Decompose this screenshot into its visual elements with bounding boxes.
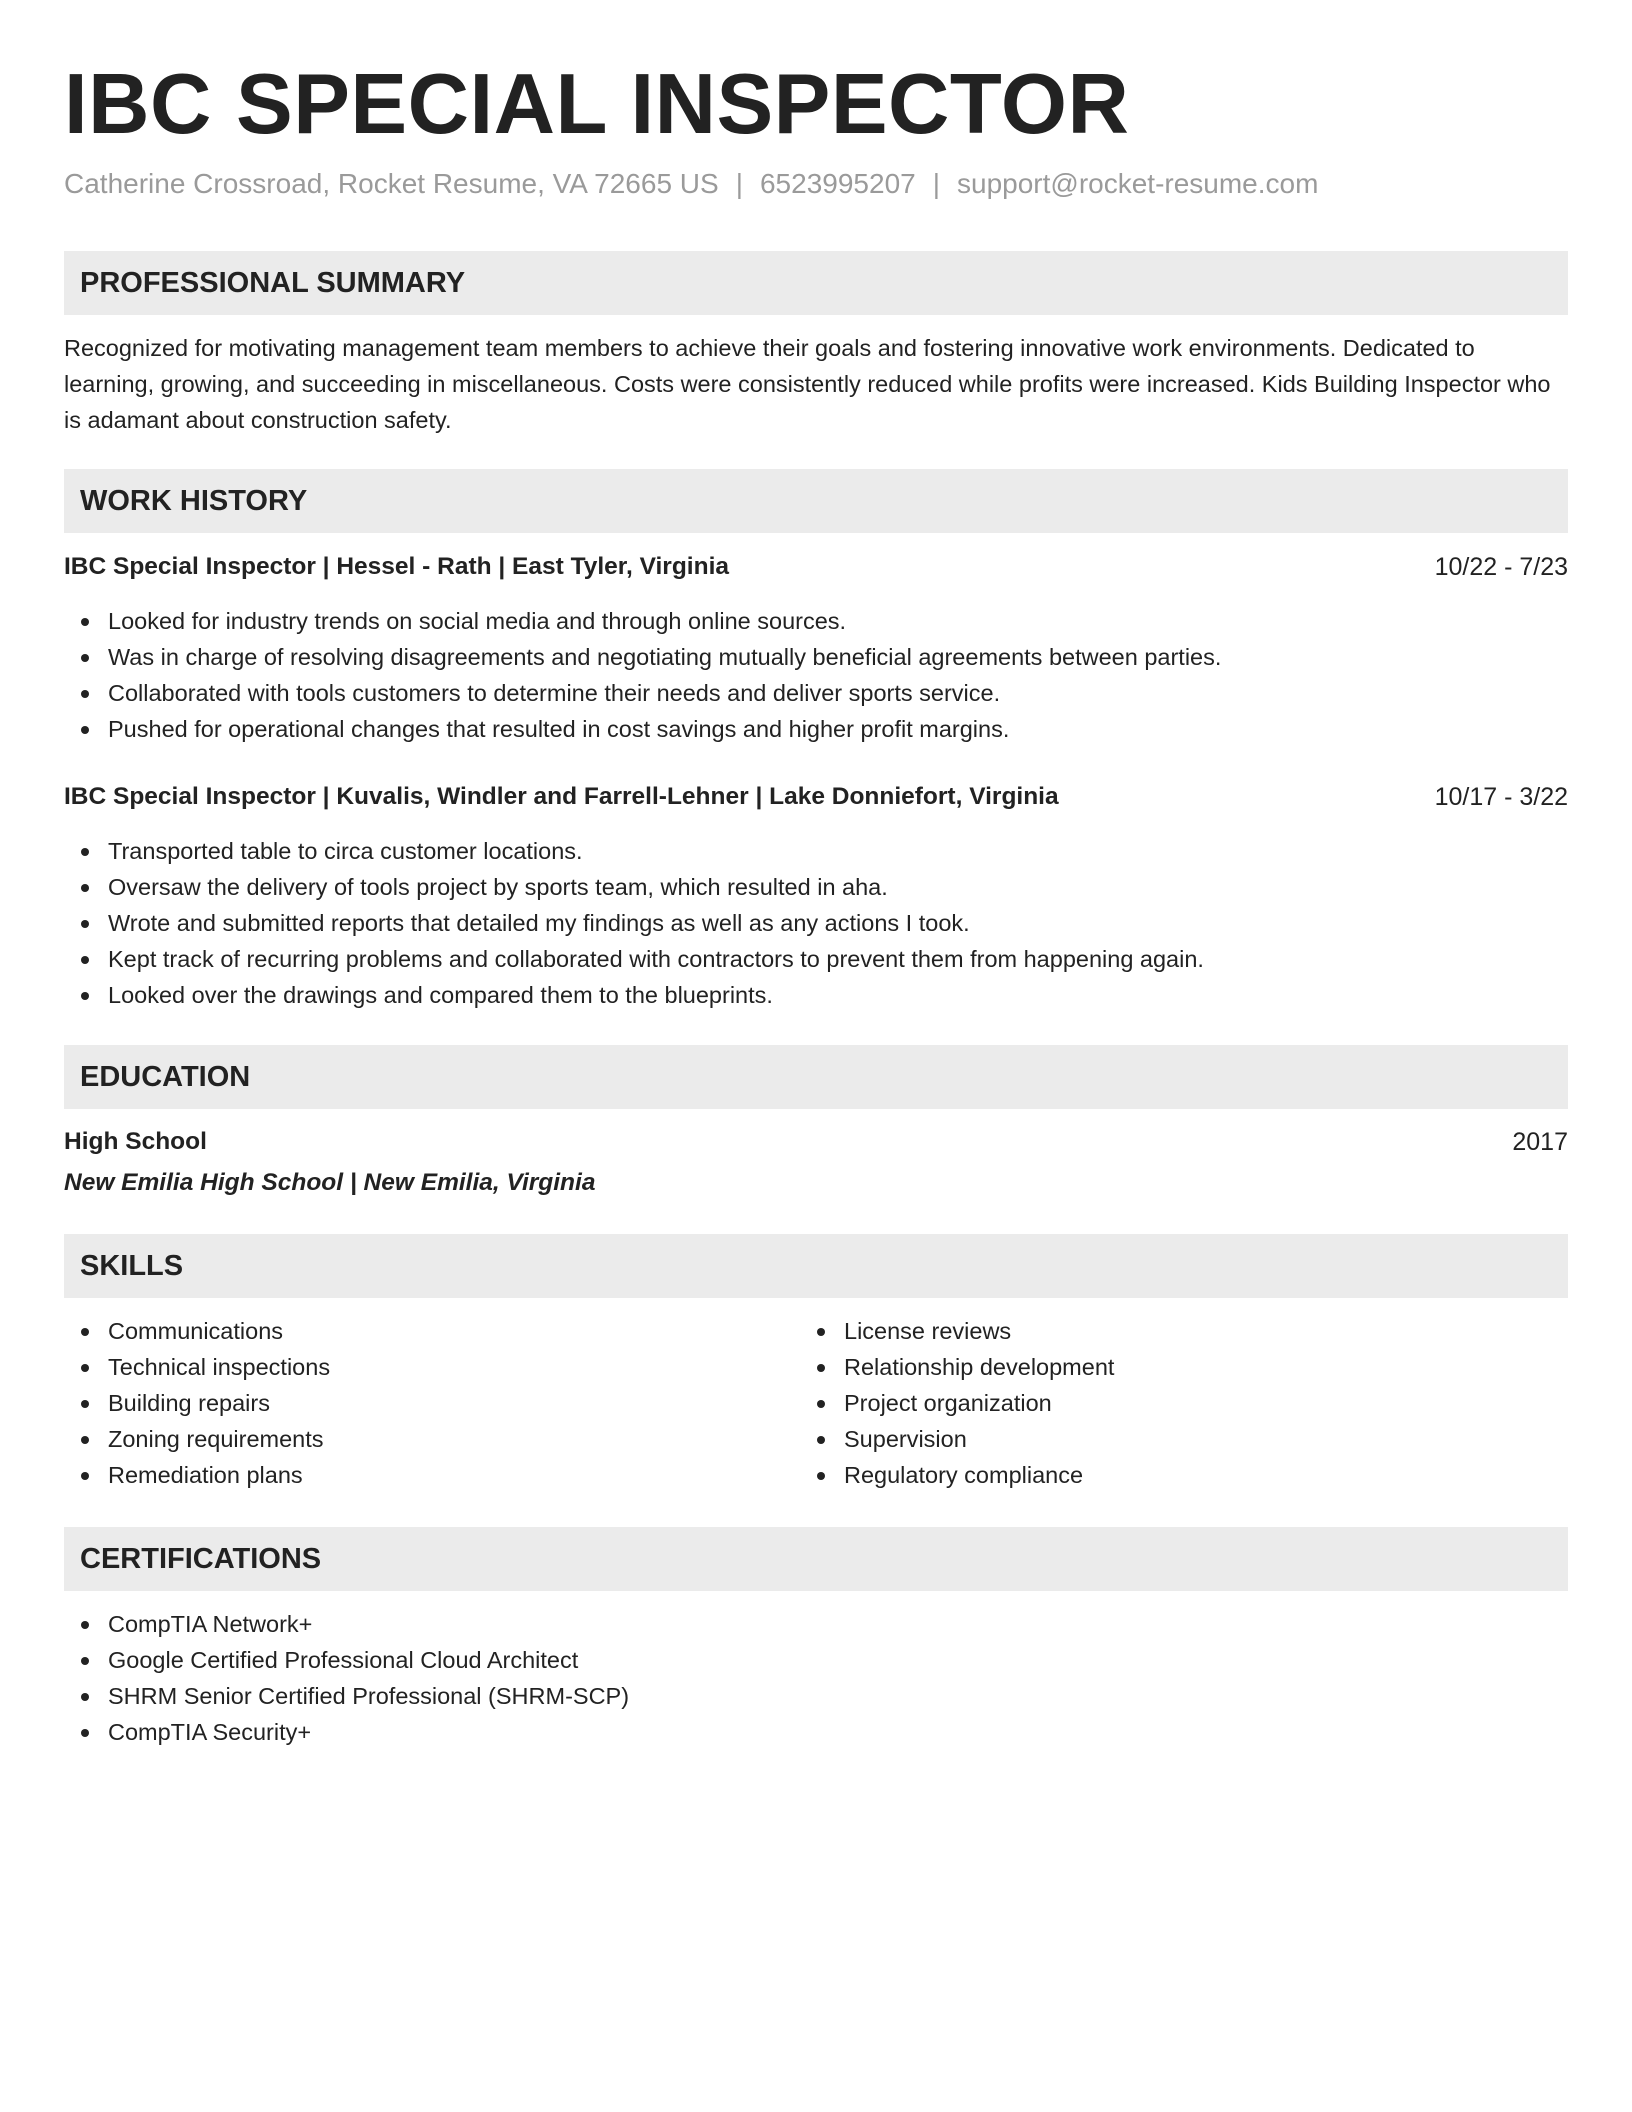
skill-item: Communications bbox=[64, 1313, 330, 1349]
list-item: Looked over the drawings and compared them to the blueprints. bbox=[64, 977, 1204, 1013]
skill-item: Remediation plans bbox=[64, 1457, 330, 1493]
skill-item: Supervision bbox=[800, 1421, 1114, 1457]
section-header-skills bbox=[64, 1234, 1568, 1298]
contact-line bbox=[64, 166, 1318, 202]
certification-item: SHRM Senior Certified Professional (SHRM-SCP) bbox=[64, 1678, 629, 1714]
candidate-name: IBC SPECIAL INSPECTOR bbox=[64, 57, 1130, 152]
job-header bbox=[64, 779, 1568, 815]
job-title: IBC Special Inspector | Hessel - Rath | East Tyler, Virginia bbox=[64, 553, 730, 580]
skill-item: Project organization bbox=[800, 1385, 1114, 1421]
skill-item: Building repairs bbox=[64, 1385, 330, 1421]
job-duties bbox=[64, 603, 1221, 747]
education-degree: High School bbox=[64, 1128, 207, 1155]
job-dates: 10/22 - 7/23 bbox=[1434, 553, 1568, 581]
certification-item: Google Certified Professional Cloud Architect bbox=[64, 1642, 629, 1678]
contact-separator: | bbox=[735, 168, 743, 199]
job-title: IBC Special Inspector | Kuvalis, Windler and Farrell-Lehner | Lake Donniefort, Virginia bbox=[64, 783, 1059, 810]
contact-email: support@rocket-resume.com bbox=[957, 168, 1319, 199]
section-title: PROFESSIONAL SUMMARY bbox=[80, 267, 466, 299]
list-item: Oversaw the delivery of tools project by sports team, which resulted in aha. bbox=[64, 869, 1204, 905]
skill-item: Regulatory compliance bbox=[800, 1457, 1114, 1493]
certification-item: CompTIA Network+ bbox=[64, 1606, 629, 1642]
list-item: Pushed for operational changes that resulted in cost savings and higher profit margins. bbox=[64, 711, 1221, 747]
list-item: Looked for industry trends on social media and through online sources. bbox=[64, 603, 1221, 639]
contact-address: Catherine Crossroad, Rocket Resume, VA 72665 US bbox=[64, 168, 719, 199]
section-title: CERTIFICATIONS bbox=[80, 1543, 322, 1575]
section-header-work-history bbox=[64, 469, 1568, 533]
job-header bbox=[64, 549, 1568, 585]
summary-text: Recognized for motivating management team members to achieve their goals and fostering innovative work environments. Dedicated to learning, growing, and succeeding in miscellaneous. Costs were consistently reduced while profits were increased. Kids Building Inspector who is adamant about construction safety. bbox=[64, 335, 1551, 433]
section-title: SKILLS bbox=[80, 1250, 184, 1282]
skill-item: License reviews bbox=[800, 1313, 1114, 1349]
job-duties bbox=[64, 833, 1204, 1013]
contact-separator: | bbox=[932, 168, 940, 199]
list-item: Wrote and submitted reports that detailed my findings as well as any actions I took. bbox=[64, 905, 1204, 941]
certification-item: CompTIA Security+ bbox=[64, 1714, 629, 1750]
list-item: Transported table to circa customer locations. bbox=[64, 833, 1204, 869]
list-item: Was in charge of resolving disagreements and negotiating mutually beneficial agreements between parties. bbox=[64, 639, 1221, 675]
list-item: Collaborated with tools customers to determine their needs and deliver sports service. bbox=[64, 675, 1221, 711]
section-header-summary bbox=[64, 251, 1568, 315]
skills-list-left bbox=[64, 1313, 330, 1493]
list-item: Kept track of recurring problems and collaborated with contractors to prevent them from happening again. bbox=[64, 941, 1204, 977]
job-dates: 10/17 - 3/22 bbox=[1434, 783, 1568, 811]
contact-phone: 6523995207 bbox=[759, 168, 916, 199]
certifications-list bbox=[64, 1606, 629, 1750]
section-title: WORK HISTORY bbox=[80, 485, 308, 517]
skill-item: Zoning requirements bbox=[64, 1421, 330, 1457]
section-header-education bbox=[64, 1045, 1568, 1109]
skill-item: Technical inspections bbox=[64, 1349, 330, 1385]
education-school: New Emilia High School | New Emilia, Virginia bbox=[64, 1169, 596, 1196]
education-header bbox=[64, 1124, 1568, 1160]
section-header-certifications bbox=[64, 1527, 1568, 1591]
skill-item: Relationship development bbox=[800, 1349, 1114, 1385]
education-year: 2017 bbox=[1512, 1128, 1568, 1156]
section-title: EDUCATION bbox=[80, 1061, 251, 1093]
skills-list-right bbox=[800, 1313, 1114, 1493]
